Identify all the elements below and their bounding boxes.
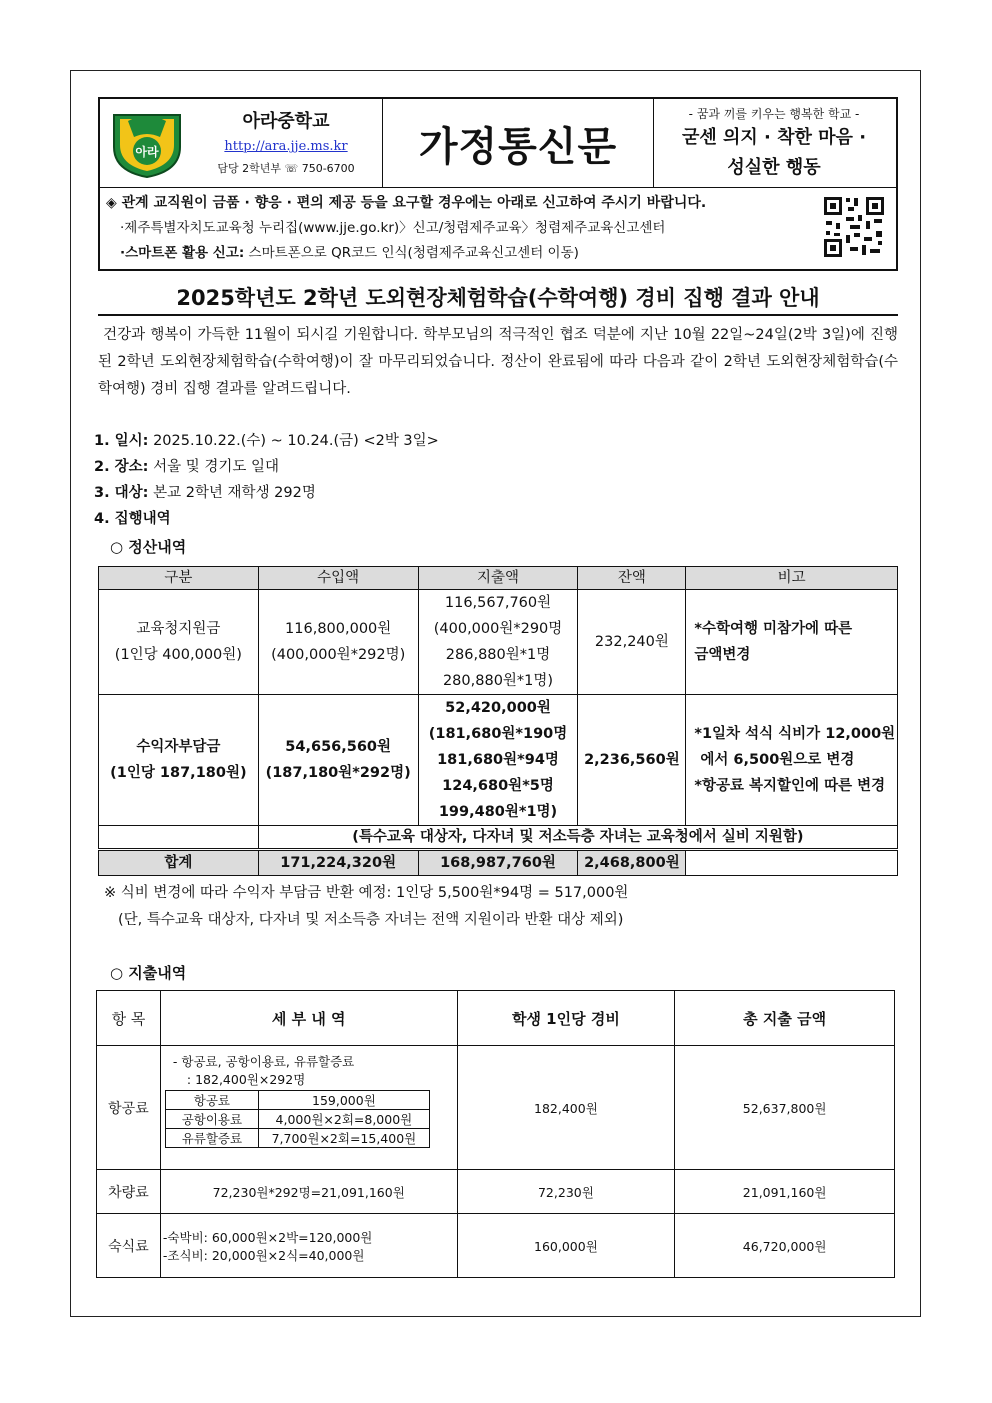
table-row: 공항이용료 4,000원×2회=8,000원 [165, 1110, 429, 1129]
notice-line-3: ·스마트폰 활용 신고: 스마트폰으로 QR코드 인식(청렴제주교육신고센터 이동) [120, 245, 579, 261]
header-per-student: 학생 1인당 경비 [457, 991, 675, 1046]
detail-cell: - 항공료, 공항이용료, 유류할증료 : 182,400원×292명 항공료 159,000원 공항이용료 4,000원×2회=8,000원 유류할증료 7,700원×2회=15,400원 [160, 1046, 457, 1170]
settlement-table [98, 566, 898, 876]
item-cell: 숙식료 [97, 1214, 161, 1278]
school-info [196, 107, 376, 176]
refund-note [104, 880, 628, 934]
item-target: 3. 대상: 본교 2학년 재학생 292명 [94, 485, 316, 501]
expenditure-section-title: ○ 지출내역 [110, 964, 187, 982]
school-motto [656, 105, 892, 182]
table-row-total [99, 850, 898, 876]
refund-note-line-2: (단, 특수교육 대상자, 다자녀 및 저소득층 자녀는 전액 지원이라 반환 대상 제외) [118, 912, 624, 928]
balance-cell: 232,240원 [578, 590, 686, 695]
special-support-note: (특수교육 대상자, 다자녀 및 저소득층 자녀는 교육청에서 실비 지원함) [258, 826, 897, 850]
table-row-special-note [99, 826, 898, 850]
total-cell: 46,720,000원 [675, 1214, 895, 1278]
item-execution: 4. 집행내역 [94, 511, 171, 527]
item-cell: 차량료 [97, 1170, 161, 1214]
total-label: 합계 [99, 850, 259, 876]
table-row: 항공료 159,000원 [165, 1091, 429, 1110]
qr-code-icon[interactable] [822, 195, 886, 259]
header-expense: 지출액 [418, 567, 578, 590]
total-expense: 168,987,760원 [418, 850, 578, 876]
table-row-office-support [99, 590, 898, 695]
integrity-notice [106, 191, 806, 266]
total-income: 171,224,320원 [258, 850, 418, 876]
header-note: 비고 [686, 567, 898, 590]
income-cell: 116,800,000원 (400,000원*292명) [258, 590, 418, 695]
svg-text:아라: 아라 [135, 145, 159, 159]
department-contact: 담당 2학년부 ☏ 750-6700 [217, 162, 355, 175]
school-name: 아라중학교 [242, 111, 330, 132]
header-total: 총 지출 금액 [675, 991, 895, 1046]
notice-line-1: ◈ 관계 교직원이 금품 · 향응 · 편의 제공 등을 요구할 경우에는 아래로 신고하여 주시기 바랍니다. [106, 195, 707, 211]
per-student-cell: 160,000원 [457, 1214, 675, 1278]
item-date: 1. 일시: 2025.10.22.(수) ~ 10.24.(금) <2박 3일> [94, 433, 439, 449]
detail-cell: -숙박비: 60,000원×2박=120,000원 -조식비: 20,000원×2식=40,000원 [160, 1214, 457, 1278]
expense-cell: 52,420,000원 (181,680원*190명 181,680원*94명 124,680원*5명 199,480원*1명) [418, 695, 578, 826]
motto-line-1: 굳센 의지 · 착한 마음 · [681, 127, 867, 148]
total-cell: 21,091,160원 [675, 1170, 895, 1214]
school-url-link[interactable]: http://ara.jje.ms.kr [224, 139, 348, 154]
motto-slogan: - 꿈과 끼를 키우는 행복한 학교 - [688, 107, 860, 121]
header-top [100, 99, 896, 188]
airfare-breakdown-table [165, 1090, 430, 1148]
notice-line-2: ·제주특별자치도교육청 누리집(www.jje.go.kr)〉신고/청렴제주교육〉청렴제주교육신고센터 [120, 220, 666, 236]
per-student-cell: 72,230원 [457, 1170, 675, 1214]
table-row-beneficiary [99, 695, 898, 826]
table-row-vehicle [97, 1170, 895, 1214]
intro-paragraph: 건강과 행복이 가득한 11월이 되시길 기원합니다. 학부모님의 적극적인 협조 덕분에 지난 10월 22일~24일(2박 3일)에 진행된 2학년 도외현장체험학습(수학여행)이 잘 마무리되었습니다. 정산이 완료됨에 따라 다음과 같이 2학년 도외현장체험학습(수학여행) 경비 집행 결과를 알려드립니다. [98, 327, 899, 397]
newsletter-title: 가정통신문 [382, 99, 654, 187]
school-logo [108, 107, 186, 179]
expense-cell: 116,567,760원 (400,000원*290명 286,880원*1명 280,880원*1명) [418, 590, 578, 695]
category-cell: 교육청지원금 (1인당 400,000원) [99, 590, 259, 695]
header-balance: 잔액 [578, 567, 686, 590]
table-row-lodging [97, 1214, 895, 1278]
category-cell: 수익자부담금 (1인당 187,180원) [99, 695, 259, 826]
header-income: 수입액 [258, 567, 418, 590]
note-cell: *1일차 석식 식비가 12,000원 에서 6,500원으로 변경 *항공료 복지할인에 따른 변경 [686, 695, 898, 826]
income-cell: 54,656,560원 (187,180원*292명) [258, 695, 418, 826]
item-place: 2. 장소: 서울 및 경기도 일대 [94, 459, 279, 475]
settlement-section-title: ○ 정산내역 [110, 538, 187, 556]
table-row-airfare [97, 1046, 895, 1170]
balance-cell: 2,236,560원 [578, 695, 686, 826]
overview-list [94, 428, 439, 532]
empty-cell [99, 826, 259, 850]
document-title: 2025학년도 2학년 도외현장체험학습(수학여행) 경비 집행 결과 안내 [176, 286, 820, 310]
detail-cell: 72,230원*292명=21,091,160원 [160, 1170, 457, 1214]
per-student-cell: 182,400원 [457, 1046, 675, 1170]
motto-line-2: 성실한 행동 [727, 157, 821, 178]
header-detail: 세 부 내 역 [160, 991, 457, 1046]
table-header-row [97, 991, 895, 1046]
header-category: 구분 [99, 567, 259, 590]
total-note [686, 850, 898, 876]
title-divider [98, 314, 898, 316]
table-row: 유류할증료 7,700원×2회=15,400원 [165, 1129, 429, 1148]
total-balance: 2,468,800원 [578, 850, 686, 876]
note-cell: *수학여행 미참가에 따른 금액변경 [686, 590, 898, 695]
expenditure-table [96, 990, 895, 1278]
refund-note-line-1: ※ 식비 변경에 따라 수익자 부담금 반환 예정: 1인당 5,500원*94명 = 517,000원 [104, 885, 629, 901]
header-item: 항 목 [97, 991, 161, 1046]
newsletter-header [98, 97, 898, 271]
item-cell: 항공료 [97, 1046, 161, 1170]
total-cell: 52,637,800원 [675, 1046, 895, 1170]
table-header-row [99, 567, 898, 590]
